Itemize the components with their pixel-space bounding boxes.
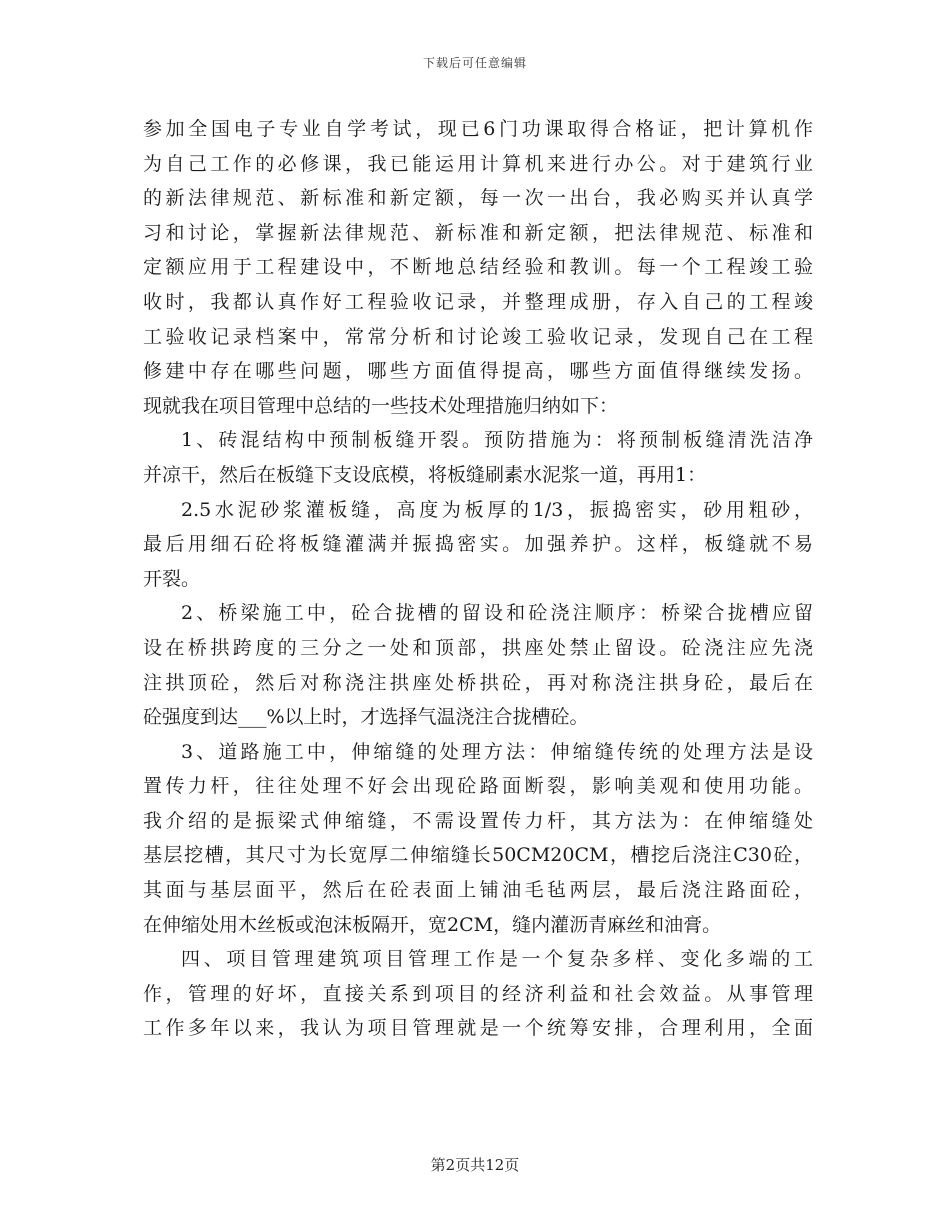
body-line: 置传力杆，往往处理不好会出现砼路面断裂，影响美观和使用功能。 [143,775,813,798]
body-line: 我介绍的是振梁式伸缩缝，不需设置传力杆，其方法为：在伸缩缝处 [143,809,813,832]
body-line: 四、项目管理建筑项目管理工作是一个复杂多样、变化多端的工 [181,948,813,971]
body-line: 定额应用于工程建设中，不断地总结经验和教训。每一个工程竣工验 [143,256,813,279]
body-line: 开裂。 [143,567,201,590]
body-line: 修建中存在哪些问题，哪些方面值得提高，哪些方面值得继续发扬。 [143,360,813,383]
body-line: 并凉干，然后在板缝下支设底模，将板缝刷素水泥浆一道，再用1： [143,463,707,486]
body-line: 参加全国电子专业自学考试，现已6门功课取得合格证，把计算机作 [143,118,813,140]
body-line: 注拱顶砼，然后对称浇注拱座处桥拱砼，再对称浇注拱身砼，最后在 [143,671,813,694]
body-line: 工验收记录档案中，常常分析和讨论竣工验收记录，发现自己在工程 [143,325,813,348]
body-line: 在伸缩处用木丝板或泡沫板隔开，宽2CM，缝内灌沥青麻丝和油膏。 [143,913,722,936]
body-line: 设在桥拱跨度的三分之一处和顶部，拱座处禁止留设。砼浇注应先浇 [143,636,813,659]
body-line: 砼强度到达___%以上时，才选择气温浇注合拢槽砼。 [143,706,589,729]
body-line: 1、砖混结构中预制板缝开裂。预防措施为：将预制板缝清洗洁净 [181,429,813,452]
body-line: 其面与基层面平，然后在砼表面上铺油毛毡两层，最后浇注路面砼， [143,879,813,902]
page-footer: 第2页共12页 [430,1156,520,1174]
page-header: 下载后可任意编辑 [422,56,527,70]
body-line: 工作多年以来，我认为项目管理就是一个统筹安排，合理利用，全面 [143,1017,813,1040]
body-line: 现就我在项目管理中总结的一些技术处理措施归纳如下： [143,394,619,417]
body-line: 习和讨论，掌握新法律规范、新标准和新定额，把法律规范、标准和 [143,221,813,244]
body-line: 为自己工作的必修课，我已能运用计算机来进行办公。对于建筑行业 [143,152,813,175]
body-line: 的新法律规范、新标准和新定额，每一次一出台，我必购买并认真学 [143,187,813,210]
body-line: 基层挖槽，其尺寸为长宽厚二伸缩缝长50CM20CM，槽挖后浇注C30砼， [143,844,813,867]
body-line: 3、道路施工中，伸缩缝的处理方法：伸缩缝传统的处理方法是设 [181,740,813,763]
body-line: 最后用细石砼将板缝灌满并振捣密实。加强养护。这样，板缝就不易 [143,533,813,556]
body-line: 收时，我都认真作好工程验收记录，并整理成册，存入自己的工程竣 [143,290,813,313]
body-line: 作，管理的好坏，直接关系到项目的经济利益和社会效益。从事管理 [143,982,813,1005]
body-line: 2.5水泥砂浆灌板缝，高度为板厚的1/3，振捣密实，砂用粗砂， [181,498,813,521]
body-line: 2、桥梁施工中，砼合拢槽的留设和砼浇注顺序：桥梁合拢槽应留 [181,602,813,625]
document-body [143,112,813,1046]
